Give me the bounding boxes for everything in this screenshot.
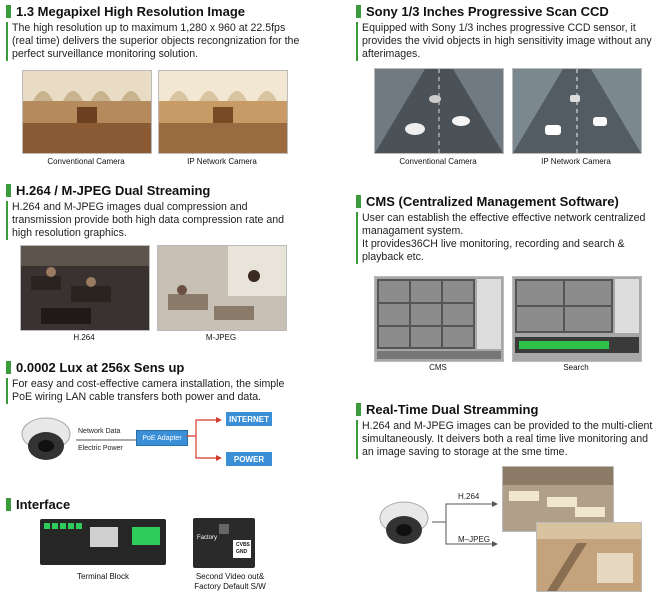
cvbs-label: CVBS <box>236 542 250 548</box>
desc-line-1: User can establish the effective effective network centralized managament system. <box>362 212 646 237</box>
section-title <box>356 402 656 417</box>
section-title <box>6 183 306 198</box>
section-title <box>6 360 306 375</box>
caption-conventional-1: Conventional Camera <box>47 157 125 166</box>
mjpeg-stream-label: M–JPEG <box>458 535 491 544</box>
title-marker <box>356 5 361 18</box>
title-marker <box>356 403 361 416</box>
title-marker <box>6 361 11 374</box>
poe-adapter-box <box>136 430 188 446</box>
mjpeg-classroom-image <box>157 245 287 331</box>
title-marker <box>6 184 11 197</box>
section-realtime <box>356 402 656 459</box>
title-marker <box>6 498 11 511</box>
section-desc: The high resolution up to maximum 1,280 x 960 at 22.5fps (real time) delivers the superior objects recongnization for the perfect surveillance monitoring solution. <box>6 22 306 61</box>
section-title <box>6 497 306 512</box>
section-title <box>356 4 656 19</box>
h264-stream-label: H.264 <box>458 492 480 501</box>
section-desc: For easy and cost-effective camera installation, the simple PoE wiring LAN cable transfers both power and data. <box>6 378 306 404</box>
caption-mjpeg: M-JPEG <box>205 333 237 342</box>
power-box <box>226 452 272 466</box>
title-marker <box>356 195 361 208</box>
h264-classroom-image <box>20 245 150 331</box>
network-data-label <box>78 428 138 435</box>
factory-label: Factory <box>197 535 218 541</box>
section-title <box>356 194 656 209</box>
caption-second-video: Second Video out& <box>195 572 265 581</box>
internet-label: INTERNET <box>229 414 269 424</box>
connection-line <box>76 436 136 444</box>
caption-search: Search <box>563 363 589 372</box>
electric-power-label <box>78 445 138 452</box>
title-text: Interface <box>16 497 71 512</box>
title-text: Real-Time Dual Streamming <box>366 402 539 417</box>
caption-terminal-block: Terminal Block <box>76 572 129 581</box>
caption-cms: CMS <box>429 363 447 372</box>
dome-camera-icon <box>18 412 74 468</box>
section-megapixel <box>6 4 306 61</box>
power-label: POWER <box>233 454 265 464</box>
cms-screenshot-image <box>374 276 504 362</box>
conventional-hall-image <box>22 70 152 154</box>
section-desc: H.264 and M-JPEG images dual compression and transmission provide both high data compression rate and high resolution graphics. <box>6 201 306 240</box>
section-interface <box>6 497 306 514</box>
title-text: 0.0002 Lux at 256x Sens up <box>16 360 185 375</box>
section-desc: H.264 and M-JPEG images can be provided to the multi-client simultaneously. It deivers both a real time live monitoring and an image saving to storage at the sme time. <box>356 420 656 459</box>
stream-arrows <box>432 492 500 554</box>
section-sony <box>356 4 656 61</box>
poe-adapter-label: PoE Adapter <box>142 434 182 442</box>
desc-line-2: It provides36CH live monitoring, recording and search & playback etc. <box>362 238 625 263</box>
electric-power-text: Electric Power <box>78 445 123 452</box>
gnd-label: GND <box>236 549 248 555</box>
section-title <box>6 4 306 19</box>
search-screenshot-image <box>512 276 642 362</box>
mall-escalator-image <box>536 522 642 592</box>
title-text: H.264 / M-JPEG Dual Streaming <box>16 183 211 198</box>
section-lux <box>6 360 306 404</box>
ip-hall-image <box>158 70 288 154</box>
connector-arrows <box>186 414 226 466</box>
network-data-text: Network Data <box>78 428 121 435</box>
title-marker <box>6 5 11 18</box>
section-desc <box>356 212 656 264</box>
title-text: CMS (Centralized Management Software) <box>366 194 619 209</box>
section-h264 <box>6 183 306 240</box>
ip-highway-image <box>512 68 642 154</box>
internet-box <box>226 412 272 426</box>
caption-h264: H.264 <box>73 333 95 342</box>
conventional-highway-image <box>374 68 504 154</box>
section-desc: Equipped with Sony 1/3 inches progressive CCD sensor, it provides the vivid objects in high sensitivity image without any afterimages. <box>356 22 656 61</box>
caption-ip-1: IP Network Camera <box>187 157 257 166</box>
caption-conventional-2: Conventional Camera <box>399 157 477 166</box>
caption-ip-2: IP Network Camera <box>541 157 611 166</box>
terminal-block-image <box>40 519 166 565</box>
caption-factory-default: Factory Default S/W <box>194 582 266 591</box>
dome-camera-2-icon <box>376 496 432 552</box>
title-text: Sony 1/3 Inches Progressive Scan CCD <box>366 4 609 19</box>
title-text: 1.3 Megapixel High Resolution Image <box>16 4 245 19</box>
section-cms <box>356 194 656 264</box>
